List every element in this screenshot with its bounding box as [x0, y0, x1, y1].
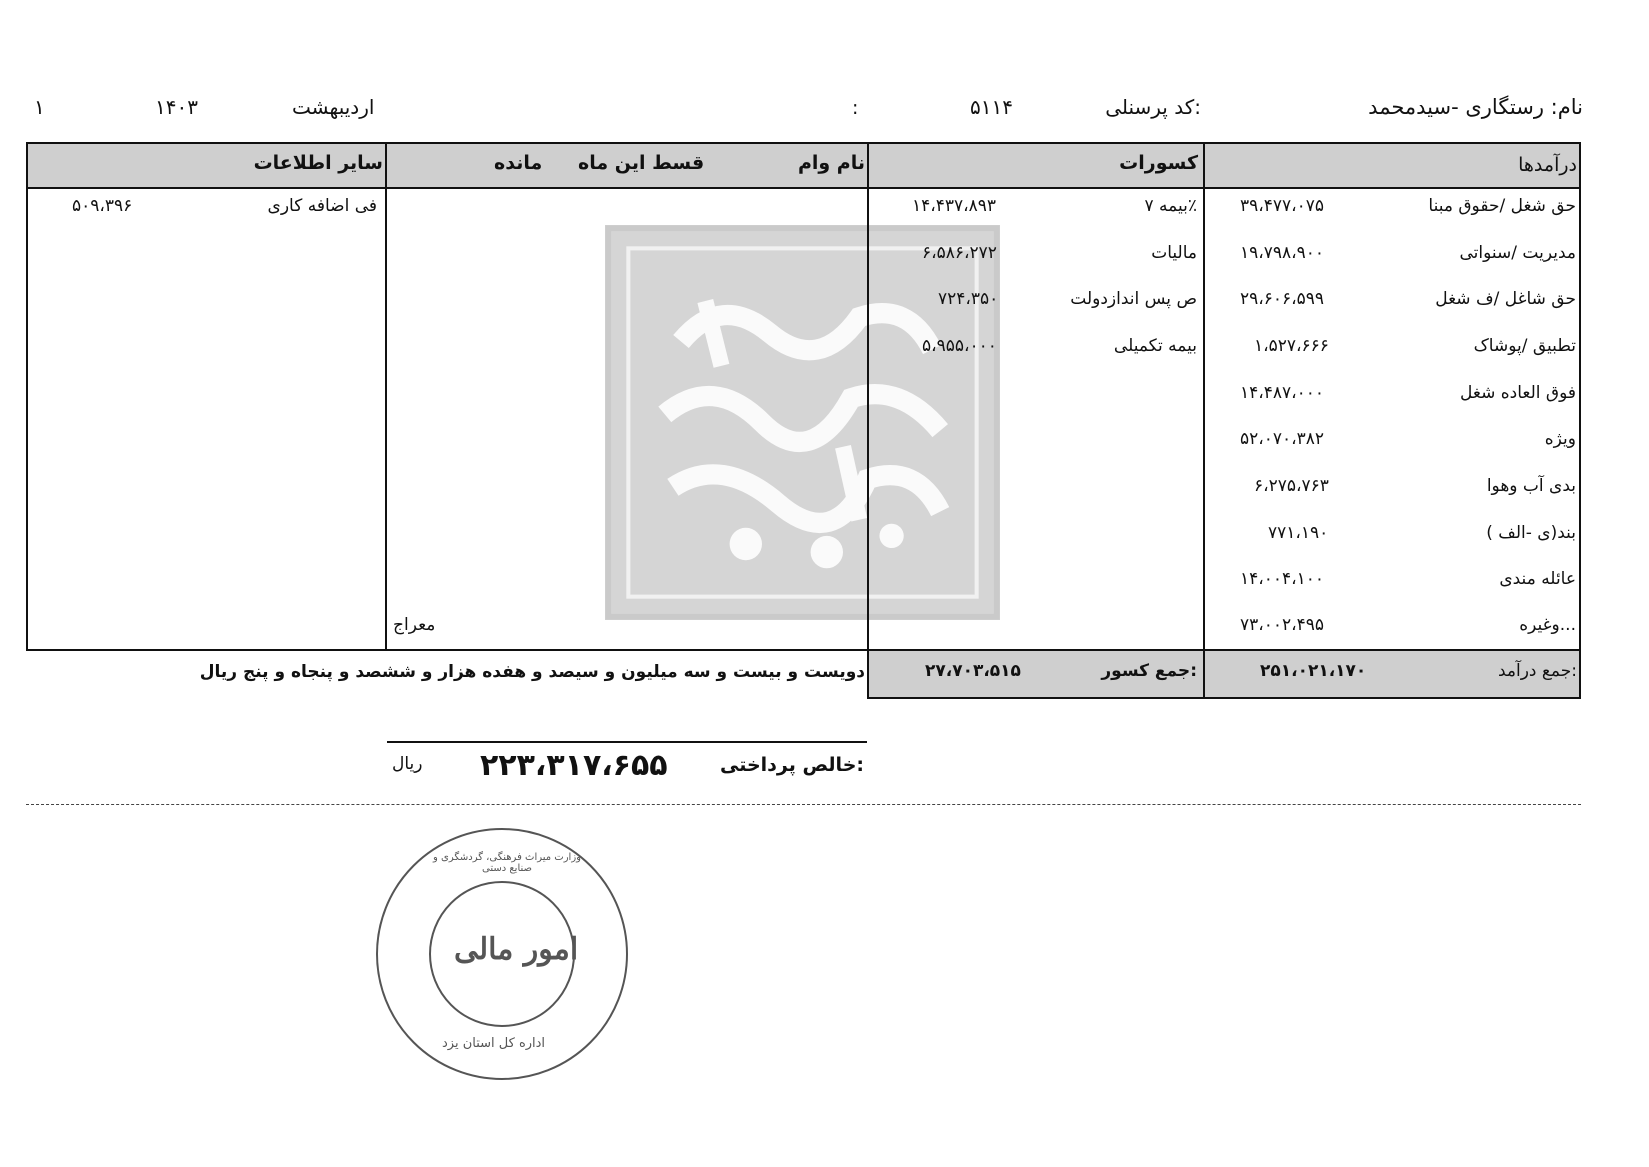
- total-deductions-value: ۲۷،۷۰۳،۵۱۵: [925, 661, 1021, 681]
- income-label: حق شغل /حقوق مبنا: [1428, 196, 1576, 216]
- income-value: ۱۴،۰۰۴،۱۰۰: [1240, 569, 1325, 589]
- financial-seal-stamp: [372, 824, 632, 1084]
- col-header-installment: قسط این ماه: [578, 152, 705, 174]
- month: اردیبهشت: [292, 95, 375, 119]
- header-colon: :: [852, 97, 859, 119]
- income-label: عائله مندی: [1499, 569, 1576, 589]
- total-income-label: جمع درآمد:: [1497, 661, 1577, 681]
- income-label: مدیریت /سنواتی: [1459, 243, 1576, 263]
- income-label: بدی آب وهوا: [1486, 476, 1576, 496]
- total-deductions-label: جمع کسور:: [1101, 661, 1197, 681]
- col-header-income: درآمدها: [1518, 154, 1577, 176]
- table-right-border: [1579, 142, 1581, 699]
- col-header-other-info: سایر اطلاعات: [253, 152, 383, 174]
- net-value: ۲۲۳،۳۱۷،۶۵۵: [480, 748, 668, 783]
- income-value: ۷۷۱،۱۹۰: [1268, 523, 1329, 543]
- income-value: ۲۹،۶۰۶،۵۹۹: [1240, 289, 1325, 309]
- income-value: ۱۹،۷۹۸،۹۰۰: [1240, 243, 1325, 263]
- deduction-label: بیمه تکمیلی: [1113, 336, 1197, 356]
- page-number: ۱: [34, 95, 45, 119]
- deduction-label: مالیات: [1151, 243, 1197, 263]
- deduction-value: ۱۴،۴۳۷،۸۹۳: [912, 196, 997, 216]
- income-value: ۳۹،۴۷۷،۰۷۵: [1240, 196, 1325, 216]
- personnel-code: ۵۱۱۴: [970, 95, 1013, 119]
- income-label: تطبیق /پوشاک: [1473, 336, 1576, 356]
- income-label: فوق العاده شغل: [1460, 383, 1576, 403]
- employee-name: نام: رستگاری -سیدمحمد: [1368, 95, 1583, 119]
- income-label: حق شاغل /ف شغل: [1435, 289, 1576, 309]
- col-header-deductions: کسورات: [1119, 152, 1198, 174]
- deductions-divider: [867, 142, 869, 699]
- seal-center-text: امور مالی: [454, 932, 579, 967]
- other-info-value: ۵۰۹،۳۹۶: [72, 196, 133, 216]
- total-income-value: ۲۵۱،۰۲۱،۱۷۰: [1260, 661, 1367, 681]
- deduction-value: ۶،۵۸۶،۲۷۲: [922, 243, 997, 263]
- income-label: وغیره...: [1519, 615, 1576, 635]
- deduction-label: ص پس اندازدولت: [1070, 289, 1197, 309]
- income-value: ۱،۵۲۷،۶۶۶: [1254, 336, 1329, 356]
- deduction-value: ۵،۹۵۵،۰۰۰: [922, 336, 997, 356]
- cut-line: [26, 804, 1581, 805]
- personnel-code-label: کد پرسنلی:: [1105, 95, 1201, 119]
- loans-divider: [385, 142, 387, 651]
- income-divider: [1203, 142, 1205, 699]
- table-left-border: [26, 142, 28, 651]
- income-label: بند(ی -الف ): [1486, 523, 1576, 543]
- deduction-label: بیمه ۷٪: [1144, 196, 1197, 216]
- net-top-rule: [387, 741, 867, 743]
- header-bottom-border: [26, 187, 1581, 189]
- seal-outer-bottom-text: اداره کل استان یزد: [442, 1036, 546, 1051]
- income-value: ۷۳،۰۰۲،۴۹۵: [1240, 615, 1325, 635]
- income-value: ۱۴،۴۸۷،۰۰۰: [1240, 383, 1325, 403]
- col-header-loan-name: نام وام: [797, 152, 865, 174]
- loan-item: معراج: [393, 615, 436, 635]
- total-in-words: دویست و بیست و سه میلیون و سیصد و هفده هزار و ششصد و پنجاه و پنج ریال: [199, 662, 865, 682]
- net-label: خالص پرداختی:: [720, 754, 864, 776]
- col-header-remaining: مانده: [494, 152, 543, 174]
- year: ۱۴۰۳: [155, 95, 198, 119]
- income-value: ۶،۲۷۵،۷۶۳: [1254, 476, 1329, 496]
- income-value: ۵۲،۰۷۰،۳۸۲: [1240, 429, 1325, 449]
- ministry-logo-watermark: [600, 220, 1005, 625]
- totals-bottom-border: [867, 697, 1581, 699]
- deduction-value: ۷۲۴،۳۵۰: [938, 289, 999, 309]
- seal-outer-top-text: وزارت میراث فرهنگی، گردشگری و صنایع دستی: [433, 852, 581, 874]
- other-info-label: فی اضافه کاری: [267, 196, 377, 216]
- net-unit: ریال: [392, 754, 423, 774]
- table-top-border: [26, 142, 1581, 144]
- income-label: ویژه: [1544, 429, 1576, 449]
